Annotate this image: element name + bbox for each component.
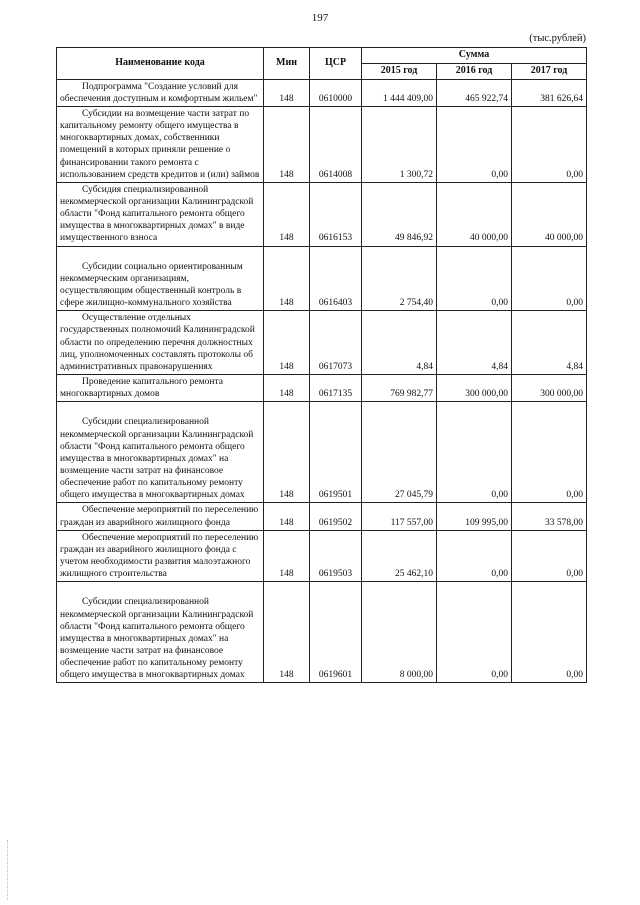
row-name: Субсидии на возмещение части затрат по капитальному ремонту общего имущества в многоквартирных домах, собственники помещений в которых приняли решение о финансировании такого ремонта с использованием средств кредитов и (или) займов bbox=[57, 106, 264, 182]
table-row bbox=[57, 311, 587, 375]
row-csr: 0614008 bbox=[310, 106, 362, 182]
row-min: 148 bbox=[264, 246, 310, 311]
row-2016: 465 922,74 bbox=[437, 79, 512, 106]
row-min: 148 bbox=[264, 582, 310, 683]
row-2017: 33 578,00 bbox=[512, 503, 587, 530]
row-min: 148 bbox=[264, 106, 310, 182]
row-name: Субсидии специализированной некоммерческой организации Калининградской области "Фонд капитального ремонта общего имущества в многоквартирных домах" на возмещение части затрат на финансовое обеспечение работ по капитальному ремонту общего имущества в многоквартирных домах bbox=[57, 582, 264, 683]
header-2016: 2016 год bbox=[437, 63, 512, 79]
row-csr: 0616403 bbox=[310, 246, 362, 311]
row-csr: 0619601 bbox=[310, 582, 362, 683]
header-min: Мин bbox=[264, 48, 310, 80]
row-2015: 1 300,72 bbox=[362, 106, 437, 182]
row-name: Субсидия специализированной некоммерческой организации Калининградской области "Фонд капитального ремонта общего имущества в многоквартирных домах" в виде имущественного взноса bbox=[57, 182, 264, 246]
page-number: 197 bbox=[311, 12, 329, 24]
header-csr: ЦСР bbox=[310, 48, 362, 80]
row-2015: 1 444 409,00 bbox=[362, 79, 437, 106]
row-2017: 0,00 bbox=[512, 530, 587, 582]
row-name: Обеспечение мероприятий по переселению граждан из аварийного жилищного фонда bbox=[57, 503, 264, 530]
row-2016: 109 995,00 bbox=[437, 503, 512, 530]
row-2015: 49 846,92 bbox=[362, 182, 437, 246]
row-2016: 300 000,00 bbox=[437, 375, 512, 402]
header-name: Наименование кода bbox=[57, 48, 264, 80]
row-2015: 27 045,79 bbox=[362, 402, 437, 503]
row-csr: 0619502 bbox=[310, 503, 362, 530]
row-2016: 40 000,00 bbox=[437, 182, 512, 246]
row-2016: 0,00 bbox=[437, 402, 512, 503]
table-row bbox=[57, 530, 587, 582]
row-2016: 0,00 bbox=[437, 246, 512, 311]
table-row bbox=[57, 246, 587, 311]
header-sum: Сумма bbox=[362, 48, 587, 64]
header-2017: 2017 год bbox=[512, 63, 587, 79]
row-2017: 0,00 bbox=[512, 106, 587, 182]
units-note: (тыс.рублей) bbox=[529, 33, 586, 44]
scan-edge-mark bbox=[7, 840, 9, 900]
row-csr: 0619501 bbox=[310, 402, 362, 503]
row-min: 148 bbox=[264, 79, 310, 106]
row-2017: 0,00 bbox=[512, 246, 587, 311]
row-min: 148 bbox=[264, 402, 310, 503]
row-2016: 0,00 bbox=[437, 106, 512, 182]
row-name: Осуществление отдельных государственных полномочий Калининградской области по определению перечня должностных лиц, уполномоченных составлять протоколы об административных правонарушениях bbox=[57, 311, 264, 375]
row-min: 148 bbox=[264, 503, 310, 530]
budget-table bbox=[56, 47, 587, 683]
row-csr: 0617073 bbox=[310, 311, 362, 375]
row-2017: 0,00 bbox=[512, 582, 587, 683]
row-2015: 2 754,40 bbox=[362, 246, 437, 311]
row-name: Субсидии специализированной некоммерческой организации Калининградской области "Фонд капитального ремонта общего имущества в многоквартирных домах" на возмещение части затрат на финансовое обеспечение работ по капитальному ремонту общего имущества в многоквартирных домах bbox=[57, 402, 264, 503]
row-min: 148 bbox=[264, 182, 310, 246]
row-2017: 381 626,64 bbox=[512, 79, 587, 106]
table-row bbox=[57, 503, 587, 530]
row-csr: 0619503 bbox=[310, 530, 362, 582]
row-name: Обеспечение мероприятий по переселению граждан из аварийного жилищного фонда с учетом необходимости развития малоэтажного жилищного строительства bbox=[57, 530, 264, 582]
row-csr: 0616153 bbox=[310, 182, 362, 246]
row-2016: 4,84 bbox=[437, 311, 512, 375]
row-name: Подпрограмма "Создание условий для обеспечения доступным и комфортным жильем" bbox=[57, 79, 264, 106]
row-2015: 8 000,00 bbox=[362, 582, 437, 683]
row-2017: 0,00 bbox=[512, 402, 587, 503]
row-2017: 4,84 bbox=[512, 311, 587, 375]
row-2016: 0,00 bbox=[437, 530, 512, 582]
row-min: 148 bbox=[264, 375, 310, 402]
row-2015: 25 462,10 bbox=[362, 530, 437, 582]
row-csr: 0617135 bbox=[310, 375, 362, 402]
table-row bbox=[57, 375, 587, 402]
row-2016: 0,00 bbox=[437, 582, 512, 683]
table-row bbox=[57, 182, 587, 246]
row-2015: 117 557,00 bbox=[362, 503, 437, 530]
table-row bbox=[57, 79, 587, 106]
row-min: 148 bbox=[264, 530, 310, 582]
row-csr: 0610000 bbox=[310, 79, 362, 106]
row-name: Субсидии социально ориентированным некоммерческим организациям, осуществляющим общественный контроль в сфере жилищно-коммунального хозяйства bbox=[57, 246, 264, 311]
row-2015: 769 982,77 bbox=[362, 375, 437, 402]
table-row bbox=[57, 106, 587, 182]
table-row bbox=[57, 402, 587, 503]
table-row bbox=[57, 582, 587, 683]
row-2017: 300 000,00 bbox=[512, 375, 587, 402]
header-2015: 2015 год bbox=[362, 63, 437, 79]
row-2015: 4,84 bbox=[362, 311, 437, 375]
row-2017: 40 000,00 bbox=[512, 182, 587, 246]
row-name: Проведение капитального ремонта многоквартирных домов bbox=[57, 375, 264, 402]
row-min: 148 bbox=[264, 311, 310, 375]
